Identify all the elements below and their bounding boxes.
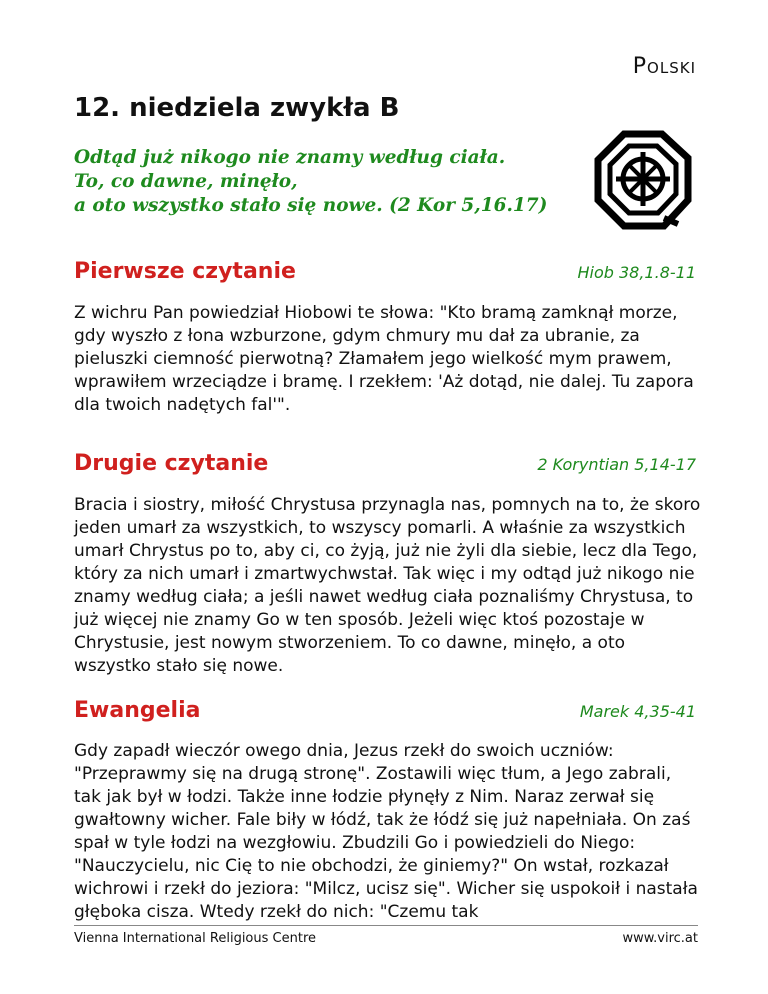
page-title: 12. niedziela zwykła B <box>74 93 400 123</box>
section-reference: Hiob 38,1.8-11 <box>577 263 696 282</box>
section-text-first-reading: Z wichru Pan powiedział Hiobowi te słowa: "Kto bramą zamknął morze, gdy wyszło z łona wzburzone, gdym chmury mu dał za ubranie, za pieluszki ciemność pierwotną? Złamałem jego wielkość mym prawem, wprawiłem wrzeciądze i bramę. I rzekłem: 'Aż dotąd, nie dalej. Tu zapora dla twoich nadętych fal'". <box>74 303 694 415</box>
section-text-second-reading: Bracia i siostry, miłość Chrystusa przynagla nas, pomnych na to, że skoro jeden umarł za wszystkich, to wszyscy pomarli. A właśnie za wszystkich umarł Chrystus po to, aby ci, co żyją, już nie żyli dla siebie, lecz dla Tego, który za nich umarł i zmartwychwstał. Tak więc i my odtąd już nikogo nie znamy według ciała; a jeśli nawet według ciała poznaliśmy Chrystusa, to już więcej nie znamy Go w ten sposób. Jeżeli więc ktoś pozostaje w Chrystusie, jest nowym stworzeniem. To co dawne, minęło, a oto wszystko stało się nowe. <box>74 495 701 676</box>
footer-website-link[interactable]: www.virc.at <box>622 931 698 946</box>
section-title: Drugie czytanie <box>74 451 269 476</box>
motto-line: a oto wszystko stało się nowe. (2 Kor 5,16.17) <box>74 195 548 216</box>
motto-line: To, co dawne, minęło, <box>74 171 298 192</box>
section-reference: 2 Koryntian 5,14-17 <box>537 455 696 474</box>
language-label: Polski <box>632 54 696 79</box>
section-header-first-reading <box>74 252 696 284</box>
section-title: Ewangelia <box>74 698 201 723</box>
footer-organization: Vienna International Religious Centre <box>74 931 316 946</box>
section-text-gospel: Gdy zapadł wieczór owego dnia, Jezus rzekł do swoich uczniów: "Przeprawmy się na drugą stronę". Zostawili więc tłum, a Jego zabrali, tak jak był w łodzi. Także inne łodzie płynęły z Nim. Naraz zerwał się gwałtowny wicher. Fale biły w łódź, tak że łódź się już napełniała. On zaś spał w tyle łodzi na wezgłowiu. Zbudzili Go i powiedzieli do Niego: "Nauczycielu, nic Cię to nie obchodzi, że giniemy?" On wstał, rozkazał wichrowi i rzekł do jeziora: "Milcz, ucisz się". Wicher się uspokoił i nastała głęboka cisza. Wtedy rzekł do nich: "Czemu tak <box>74 741 698 922</box>
motto <box>74 146 547 218</box>
section-header-gospel <box>74 691 696 723</box>
virc-emblem-icon <box>594 130 692 230</box>
section-title: Pierwsze czytanie <box>74 259 296 284</box>
section-reference: Marek 4,35-41 <box>579 702 696 721</box>
motto-line: Odtąd już nikogo nie znamy według ciała. <box>74 147 506 168</box>
section-header-second-reading <box>74 444 696 476</box>
footer-divider <box>74 925 698 926</box>
